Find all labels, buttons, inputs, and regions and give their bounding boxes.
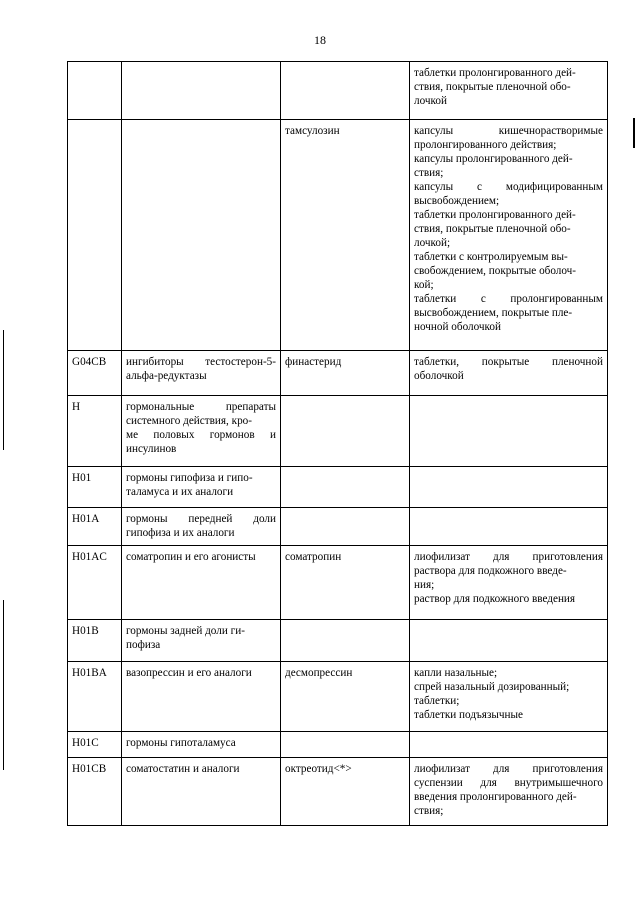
page-number: 18 bbox=[314, 33, 326, 47]
table-row bbox=[68, 508, 608, 546]
dosage-form-cell: капсулы кишечнорастворимые пролонгированного действия; капсулы пролонгированного дей- ствия; капсулы с модифицированным высвобождением; таблетки пролонгированного дей- ствия, покрытые пленочной обо- лочкой; таблетки с контролируемым вы- свобождением, покрытые оболоч- кой; таблетки с пролонгированным высвобождением, покрытые пле- ночной оболочкой bbox=[410, 120, 608, 351]
pharmacological-group-cell: гормоны передней доли гипофиза и их аналоги bbox=[122, 508, 281, 546]
scan-mark-left-lower bbox=[3, 600, 4, 770]
dosage-form-cell bbox=[410, 508, 608, 546]
table-body bbox=[68, 62, 608, 826]
table-row bbox=[68, 546, 608, 620]
table-row bbox=[68, 662, 608, 732]
pharmacological-group-cell: соматостатин и аналоги bbox=[122, 758, 281, 826]
pharmacological-group-cell: гормоны гипофиза и гипо- таламуса и их аналоги bbox=[122, 467, 281, 508]
dosage-form-cell: таблетки, покрытые пленочной оболочкой bbox=[410, 351, 608, 396]
drug-name-cell: тамсулозин bbox=[281, 120, 410, 351]
drug-name-cell bbox=[281, 62, 410, 120]
atc-code-cell: H01CB bbox=[68, 758, 122, 826]
pharmacological-group-cell: ингибиторы тестостерон-5-альфа-редуктазы bbox=[122, 351, 281, 396]
drug-name-cell bbox=[281, 620, 410, 662]
drug-name-cell: финастерид bbox=[281, 351, 410, 396]
drug-name-cell bbox=[281, 467, 410, 508]
pharmacological-group-cell bbox=[122, 120, 281, 351]
atc-code-cell: H01B bbox=[68, 620, 122, 662]
dosage-form-cell: лиофилизат для приготовления суспензии для внутримышечного введения пролонгированного дей- ствия; bbox=[410, 758, 608, 826]
dosage-form-cell bbox=[410, 396, 608, 467]
scan-mark-right bbox=[633, 118, 635, 148]
table-row bbox=[68, 620, 608, 662]
dosage-form-cell: лиофилизат для приготовления раствора для подкожного введе- ния; раствор для подкожного введения bbox=[410, 546, 608, 620]
drug-name-cell: соматропин bbox=[281, 546, 410, 620]
pharmacological-group-cell: соматропин и его агонисты bbox=[122, 546, 281, 620]
drug-name-cell: октреотид<*> bbox=[281, 758, 410, 826]
table-row bbox=[68, 351, 608, 396]
table-row bbox=[68, 758, 608, 826]
pharmacological-group-cell: гормоны задней доли ги- пофиза bbox=[122, 620, 281, 662]
atc-code-cell bbox=[68, 120, 122, 351]
drug-name-cell: десмопрессин bbox=[281, 662, 410, 732]
atc-code-cell: H01BA bbox=[68, 662, 122, 732]
medicines-table bbox=[67, 61, 608, 826]
dosage-form-cell bbox=[410, 620, 608, 662]
drug-name-cell bbox=[281, 732, 410, 758]
atc-code-cell: H01C bbox=[68, 732, 122, 758]
dosage-form-cell bbox=[410, 732, 608, 758]
atc-code-cell: G04CB bbox=[68, 351, 122, 396]
atc-code-cell: H01AC bbox=[68, 546, 122, 620]
atc-code-cell bbox=[68, 62, 122, 120]
pharmacological-group-cell: гормональные препараты системного действия, кро- ме половых гормонов и инсулинов bbox=[122, 396, 281, 467]
dosage-form-cell: таблетки пролонгированного дей- ствия, покрытые пленочной обо- лочкой bbox=[410, 62, 608, 120]
table-row bbox=[68, 467, 608, 508]
dosage-form-cell: капли назальные; спрей назальный дозированный; таблетки; таблетки подъязычные bbox=[410, 662, 608, 732]
atc-code-cell: H01 bbox=[68, 467, 122, 508]
pharmacological-group-cell: гормоны гипоталамуса bbox=[122, 732, 281, 758]
table-row bbox=[68, 62, 608, 120]
atc-code-cell: H bbox=[68, 396, 122, 467]
pharmacological-group-cell: вазопрессин и его аналоги bbox=[122, 662, 281, 732]
atc-code-cell: H01A bbox=[68, 508, 122, 546]
table-row bbox=[68, 396, 608, 467]
pharmacological-group-cell bbox=[122, 62, 281, 120]
drug-name-cell bbox=[281, 396, 410, 467]
table-row bbox=[68, 120, 608, 351]
dosage-form-cell bbox=[410, 467, 608, 508]
table-row bbox=[68, 732, 608, 758]
scan-mark-left bbox=[3, 330, 4, 450]
drug-name-cell bbox=[281, 508, 410, 546]
